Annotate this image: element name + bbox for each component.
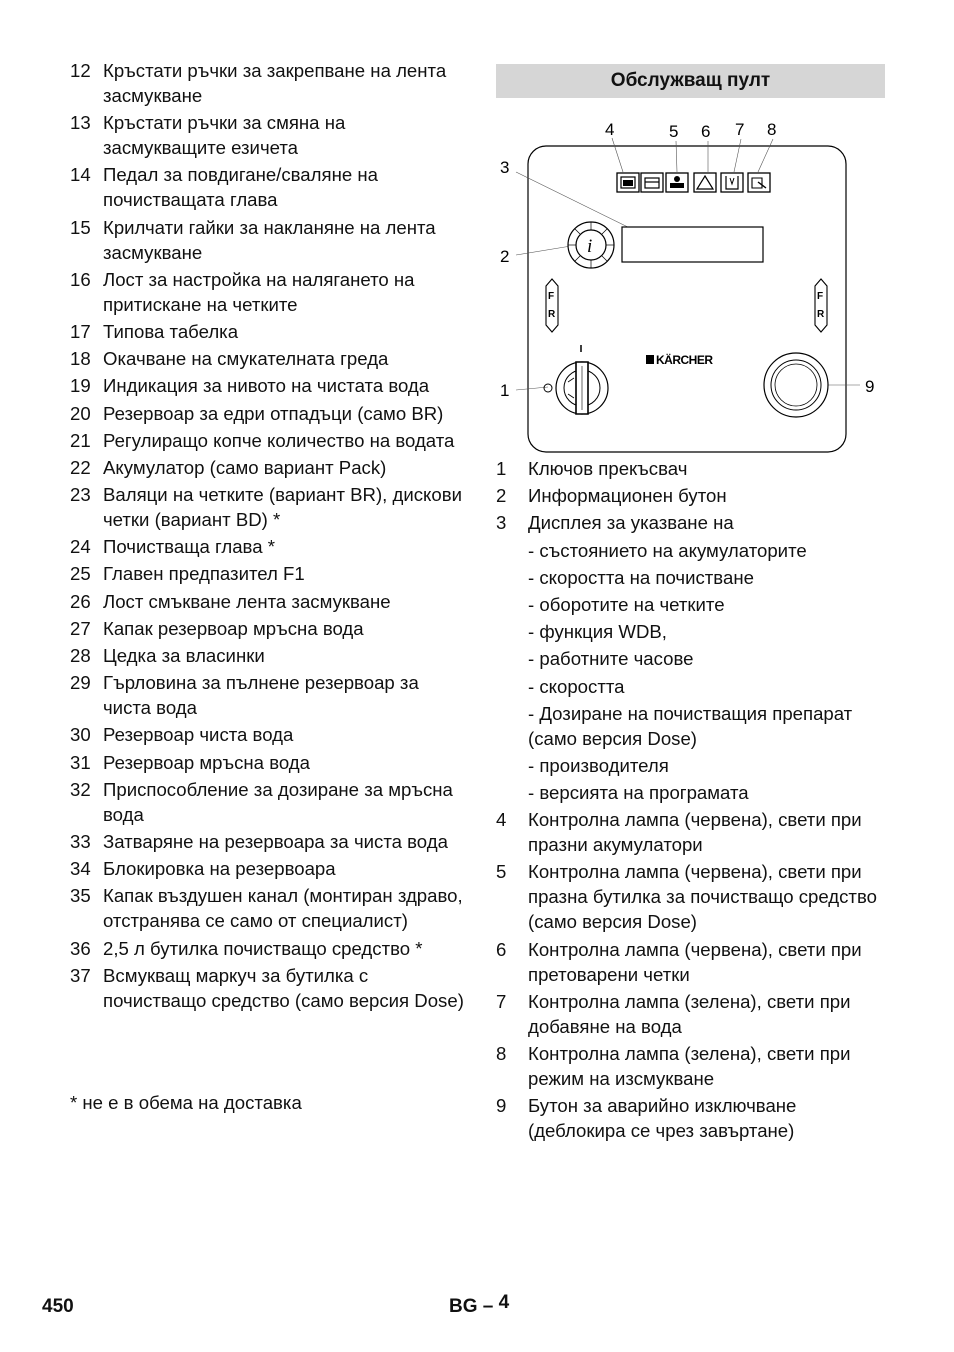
sub-item: - скоростта — [528, 675, 625, 697]
list-item — [70, 883, 465, 933]
item-number: 22 — [70, 456, 91, 478]
callout-9: 9 — [865, 377, 875, 396]
list-item — [496, 1093, 891, 1143]
callout-1: 1 — [500, 381, 510, 400]
item-text: Контролна лампа (червена), свети при празна бутилка за почистващо средство (само версия Dose) — [528, 861, 877, 933]
list-item — [70, 534, 465, 559]
item-number: 36 — [70, 937, 91, 959]
item-text: Затваряне на резервоара за чиста вода — [103, 830, 448, 852]
list-item — [70, 963, 465, 1013]
info-button[interactable] — [568, 222, 614, 268]
item-number: 17 — [70, 320, 91, 342]
item-number: 27 — [70, 617, 91, 639]
language-code: BG – — [449, 1296, 494, 1317]
item-number: 33 — [70, 830, 91, 852]
sub-item: - състоянието на акумулаторите — [528, 539, 807, 561]
sub-item: - скоростта на почистване — [528, 566, 754, 588]
item-text: Кръстати ръчки за смяна на засмукващите езичета — [103, 112, 346, 159]
list-item — [70, 162, 465, 212]
item-text: Типова табелка — [103, 320, 239, 342]
emergency-stop-button[interactable] — [764, 353, 828, 417]
components-list-continued — [70, 58, 465, 1015]
item-number: 35 — [70, 885, 91, 907]
forward-label: F — [817, 291, 824, 302]
page-number: 450 — [42, 1296, 74, 1317]
item-number: 5 — [496, 861, 507, 883]
item-text: Бутон за аварийно изключване (деблокира се чрез завъртане) — [528, 1095, 797, 1142]
control-panel-diagram — [496, 112, 885, 456]
item-text: Почистваща глава * — [103, 536, 275, 558]
item-text: Контролна лампа (червена), свети при празни акумулатори — [528, 809, 862, 856]
item-text: Главен предпазител F1 — [103, 563, 305, 585]
suction-mode-lamp-icon — [748, 173, 770, 192]
sub-item: - Дозиране на почистващия препарат (само версия Dose) — [528, 702, 853, 749]
item-number: 13 — [70, 112, 91, 134]
item-text: Лост смъкване лента засмукване — [103, 590, 391, 612]
item-number: 15 — [70, 216, 91, 238]
section-title: Обслужващ пулт — [496, 64, 885, 98]
item-number: 30 — [70, 724, 91, 746]
item-number: 6 — [496, 938, 507, 960]
item-text: Гърловина за пълнене резервоар за чиста вода — [103, 672, 419, 719]
item-text: Капак резервоар мръсна вода — [103, 617, 364, 639]
battery-lamp-icon — [617, 173, 639, 192]
footnote: * не е в обема на доставка — [70, 1092, 302, 1113]
item-number: 29 — [70, 672, 91, 694]
language-marker — [449, 1292, 510, 1318]
item-number: 1 — [496, 458, 507, 479]
item-text: Резервоар чиста вода — [103, 724, 294, 746]
item-number: 21 — [70, 429, 91, 451]
sub-item: - функция WDB, — [528, 621, 667, 643]
status-display — [622, 227, 763, 262]
list-item — [496, 807, 891, 857]
item-number: 20 — [70, 402, 91, 424]
sub-item: - оборотите на четките — [528, 593, 725, 615]
list-item — [70, 777, 465, 827]
item-number: 19 — [70, 375, 91, 397]
list-item — [70, 589, 465, 614]
callout-5: 5 — [669, 122, 679, 141]
callout-7: 7 — [735, 120, 745, 139]
water-fill-lamp-icon — [721, 173, 743, 192]
item-text: Дисплея за указване на — [528, 512, 734, 534]
callout-6: 6 — [701, 122, 711, 141]
callout-4: 4 — [605, 120, 615, 139]
brand-name: KÄRCHER — [656, 353, 713, 367]
callout-2: 2 — [500, 247, 510, 266]
item-number: 9 — [496, 1095, 507, 1117]
item-number: 12 — [70, 60, 91, 81]
item-text: Педал за повдигане/сваляне на почистващата глава — [103, 164, 378, 211]
callout-3: 3 — [500, 158, 510, 177]
item-number: 28 — [70, 645, 91, 666]
control-panel-legend — [496, 456, 891, 1145]
item-number: 24 — [70, 536, 91, 558]
list-item — [70, 455, 465, 480]
item-number: 7 — [496, 990, 507, 1012]
list-item — [70, 319, 465, 344]
item-number: 34 — [70, 858, 91, 880]
list-item — [70, 616, 465, 641]
list-item — [70, 267, 465, 317]
list-item — [496, 510, 891, 805]
item-text: Кръстати ръчки за закрепване на лента засмукване — [103, 60, 447, 106]
list-item — [496, 937, 891, 987]
reverse-label: R — [817, 309, 825, 320]
direction-switch-left[interactable] — [546, 279, 558, 332]
list-item — [70, 750, 465, 775]
item-number: 37 — [70, 964, 91, 986]
item-text: Валяци на четките (вариант BR), дискови четки (вариант BD) * — [103, 484, 462, 531]
item-text: Цедка за власинки — [103, 645, 265, 666]
list-item — [70, 643, 465, 668]
item-text: Всмукващ маркуч за бутилка с почистващо средство (само версия Dose) — [103, 964, 464, 1011]
item-text: Капак въздушен канал (монтиран здраво, отстранява се само от специалист) — [103, 885, 463, 932]
brand-logo — [646, 352, 713, 367]
item-number: 2 — [496, 485, 507, 507]
item-text: Ключов прекъсвач — [528, 458, 688, 479]
list-item — [70, 346, 465, 371]
list-item — [70, 936, 465, 961]
list-item — [70, 58, 465, 108]
detergent-bottle-lamp-icon — [641, 173, 663, 192]
item-number: 3 — [496, 512, 507, 534]
list-item — [70, 829, 465, 854]
brush-overload-lamp-icon — [666, 173, 688, 192]
item-text: Контролна лампа (червена), свети при претоварени четки — [528, 938, 862, 985]
section-page-number: 4 — [498, 1292, 510, 1313]
item-number: 23 — [70, 484, 91, 506]
item-number: 25 — [70, 563, 91, 585]
reverse-label: R — [548, 309, 556, 320]
item-text: Информационен бутон — [528, 485, 727, 507]
item-number: 26 — [70, 590, 91, 612]
item-text: Приспособление за дозиране за мръсна вода — [103, 778, 453, 825]
direction-switch-right[interactable] — [815, 279, 827, 332]
list-item — [496, 456, 891, 481]
item-text: Резервоар за едри отпадъци (само BR) — [103, 402, 444, 424]
item-number: 14 — [70, 164, 91, 186]
item-number: 32 — [70, 778, 91, 800]
item-text: Блокировка на резервоара — [103, 858, 336, 880]
list-item — [70, 428, 465, 453]
list-item — [70, 482, 465, 532]
list-item — [70, 373, 465, 398]
list-item — [70, 561, 465, 586]
list-item — [496, 483, 891, 508]
item-text: Резервоар мръсна вода — [103, 751, 310, 773]
item-text: Лост за настройка на налягането на притискане на четките — [103, 268, 415, 315]
item-number: 8 — [496, 1043, 507, 1064]
list-item — [496, 1041, 891, 1091]
list-item — [70, 401, 465, 426]
item-text: 2,5 л бутилка почистващо средство * — [103, 937, 423, 959]
sub-item: - производителя — [528, 754, 669, 776]
item-number: 18 — [70, 348, 91, 370]
item-text: Регулиращо копче количество на водата — [103, 429, 455, 451]
list-item — [70, 722, 465, 747]
item-text: Контролна лампа (зелена), свети при режим на изсмукване — [528, 1043, 851, 1089]
list-item — [496, 989, 891, 1039]
callout-8: 8 — [767, 120, 777, 139]
list-item — [70, 110, 465, 160]
list-item — [70, 215, 465, 265]
item-text: Индикация за нивото на чистата вода — [103, 375, 430, 397]
item-text: Окачване на смукателната греда — [103, 348, 389, 370]
list-item — [70, 856, 465, 881]
item-text: Акумулатор (само вариант Pack) — [103, 456, 387, 478]
list-item — [496, 859, 891, 934]
list-item — [70, 670, 465, 720]
warning-lamp-icon — [694, 173, 716, 192]
item-number: 31 — [70, 751, 91, 773]
item-text: Контролна лампа (зелена), свети при добавяне на вода — [528, 990, 851, 1037]
item-number: 16 — [70, 268, 91, 290]
info-symbol: i — [587, 236, 593, 257]
sub-item: - работните часове — [528, 648, 694, 670]
sub-item: - версията на програмата — [528, 782, 749, 804]
forward-label: F — [548, 291, 555, 302]
item-number: 4 — [496, 809, 507, 831]
item-text: Крилчати гайки за накланяне на лента засмукване — [103, 216, 436, 263]
